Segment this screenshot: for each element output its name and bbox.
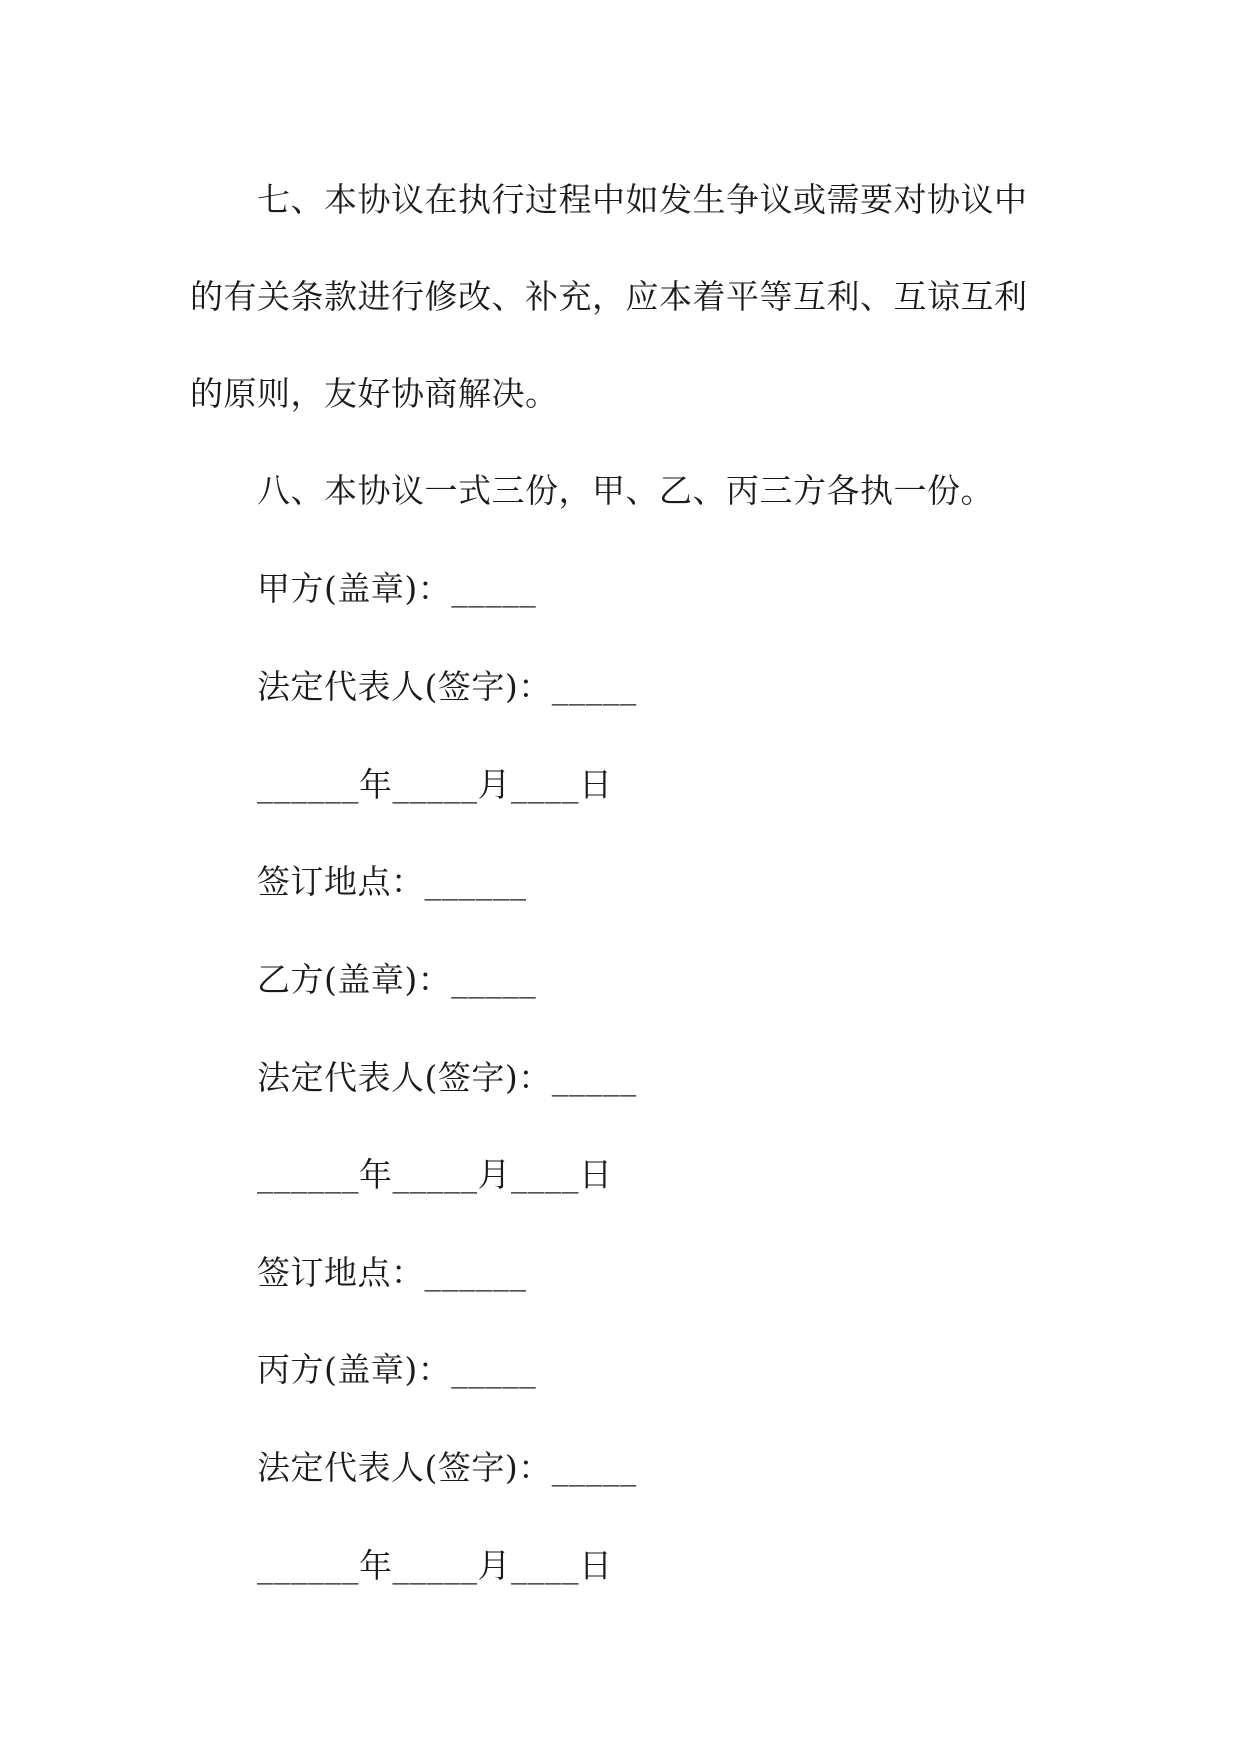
party-b-rep-line: 法定代表人(签字)：_____	[257, 1058, 637, 1097]
clause-7-line-2: 的有关条款进行修改、补充，应本着平等互利、互谅互利	[190, 277, 1028, 316]
party-a-place-line: 签订地点：______	[257, 862, 527, 901]
party-a-seal-line: 甲方(盖章)：_____	[257, 569, 537, 608]
party-b-date-line: ______年_____月____日	[257, 1155, 613, 1194]
party-c-seal-line: 丙方(盖章)：_____	[257, 1350, 537, 1389]
party-a-rep-line: 法定代表人(签字)：_____	[257, 667, 637, 706]
party-c-date-line: ______年_____月____日	[257, 1546, 613, 1585]
party-b-place-line: 签订地点：______	[257, 1253, 527, 1292]
party-a-date-line: ______年_____月____日	[257, 765, 613, 804]
clause-8: 八、本协议一式三份，甲、乙、丙三方各执一份。	[257, 471, 994, 510]
clause-7-line-1: 七、本协议在执行过程中如发生争议或需要对协议中	[257, 180, 1028, 219]
party-b-seal-line: 乙方(盖章)：_____	[257, 960, 537, 999]
party-c-rep-line: 法定代表人(签字)：_____	[257, 1448, 637, 1487]
clause-7-line-3: 的原则，友好协商解决。	[190, 374, 559, 413]
